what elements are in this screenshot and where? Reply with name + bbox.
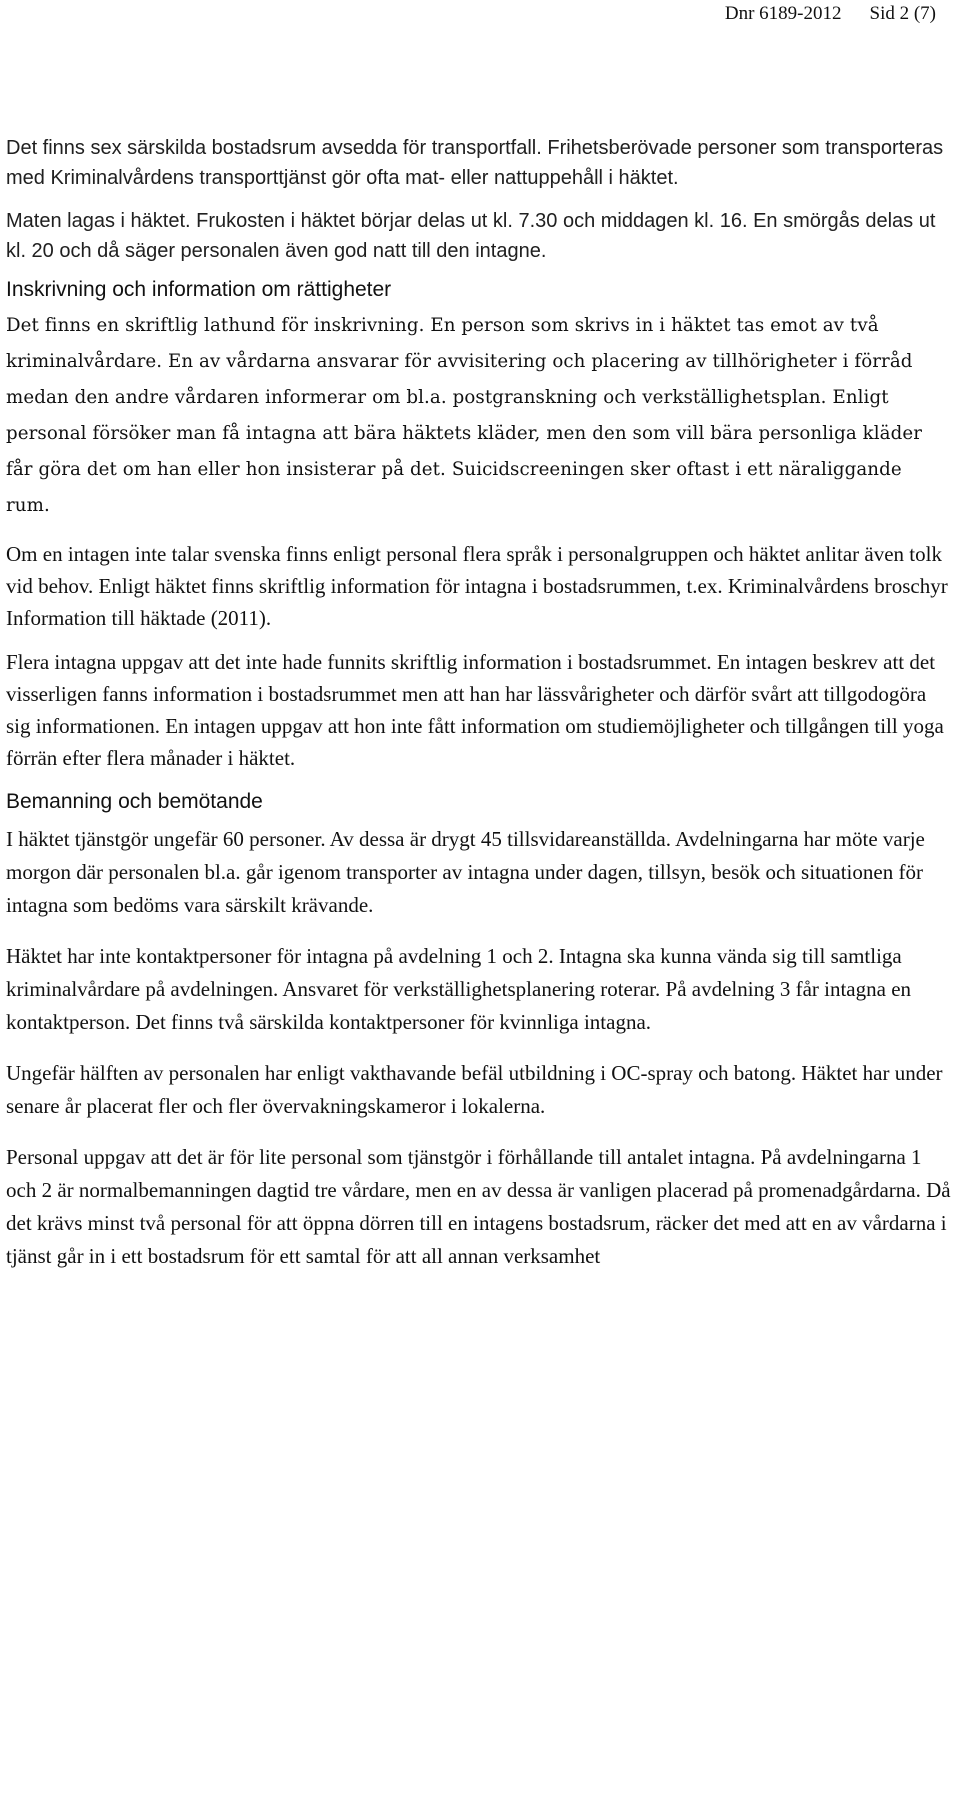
document-body xyxy=(6,133,951,1273)
page-number: Sid 2 (7) xyxy=(869,3,936,24)
section-heading: Bemanning och bemötande xyxy=(6,790,263,814)
paragraph: Det finns sex särskilda bostadsrum avsedda för transportfall. Frihetsberövade personer som transporteras med Kriminalvårdens transporttjänst gör ofta mat- eller nattuppehåll i häktet. xyxy=(6,137,944,189)
paragraph: Det finns en skriftlig lathund för inskrivning. En person som skrivs in i häktet tas emot av två kriminalvårdare. En av vårdarna ansvarar för avvisitering och placering av tillhörigheter i förråd medan den andre vårdaren informerar om bl.a. postgranskning och verkställighetsplan. Enligt personal försöker man få intagna att bära häktets kläder, men den som vill bära personliga kläder får göra det om han eller hon insisterar på det. Suicidscreeningen sker oftast i ett näraliggande rum. xyxy=(6,315,923,517)
paragraph: I häktet tjänstgör ungefär 60 personer. Av dessa är drygt 45 tillsvidareanställda. Avdelningarna har möte varje morgon där personalen bl.a. går igenom transporter av intagna under dagen, tillsyn, besök och situationen för intagna som bedöms vara särskilt krävande. xyxy=(6,826,925,917)
paragraph: Om en intagen inte talar svenska finns enligt personal flera språk i personalgruppen och häktet anlitar även tolk vid behov. Enligt häktet finns skriftlig information för intagna i bostadsrummen, t.ex. Kriminalvårdens broschyr Information till häktade (2011). xyxy=(6,542,948,631)
paragraph: Häktet har inte kontaktpersoner för intagna på avdelning 1 och 2. Intagna ska kunna vända sig till samtliga kriminalvårdare på avdelningen. Ansvaret för verkställighetsplanering roterar. På avdelning 3 får intagna en kontaktperson. Det finns två särskilda kontaktpersoner för kvinnliga intagna. xyxy=(6,943,912,1034)
intro-section xyxy=(6,133,951,266)
section-bemanning xyxy=(6,787,951,1272)
page-header xyxy=(725,3,936,25)
section-inskrivning xyxy=(6,275,951,774)
document-number: Dnr 6189-2012 xyxy=(724,3,842,24)
paragraph: Maten lagas i häktet. Frukosten i häktet börjar delas ut kl. 7.30 och middagen kl. 16. En smörgås delas ut kl. 20 och då säger personalen även god natt till den intagne. xyxy=(6,210,936,262)
paragraph: Personal uppgav att det är för lite personal som tjänstgör i förhållande till antalet intagna. På avdelningarna 1 och 2 är normalbemanningen dagtid tre vårdare, men en av dessa är vanligen placerad på promenadgårdarna. Då det krävs minst två personal för att öppna dörren till en intagens bostadsrum, räcker det med att en av vårdarna i tjänst går in i ett bostadsrum för ett samtal för att all annan verksamhet xyxy=(6,1144,951,1268)
section-heading: Inskrivning och information om rättigheter xyxy=(6,278,392,301)
paragraph: Ungefär hälften av personalen har enligt vakthavande befäl utbildning i OC-spray och batong. Häktet har under senare år placerat fler och fler övervakningskameror i lokalerna. xyxy=(6,1060,943,1118)
paragraph: Flera intagna uppgav att det inte hade funnits skriftlig information i bostadsrummet. En intagen beskrev att det visserligen fanns information i bostadsrummet men att han har lässvårigheter och därför svårt att tillgodogöra sig informationen. En intagen uppgav att hon inte fått information om studiemöjligheter och tillgången till yoga förrän efter flera månader i häktet. xyxy=(6,650,944,771)
